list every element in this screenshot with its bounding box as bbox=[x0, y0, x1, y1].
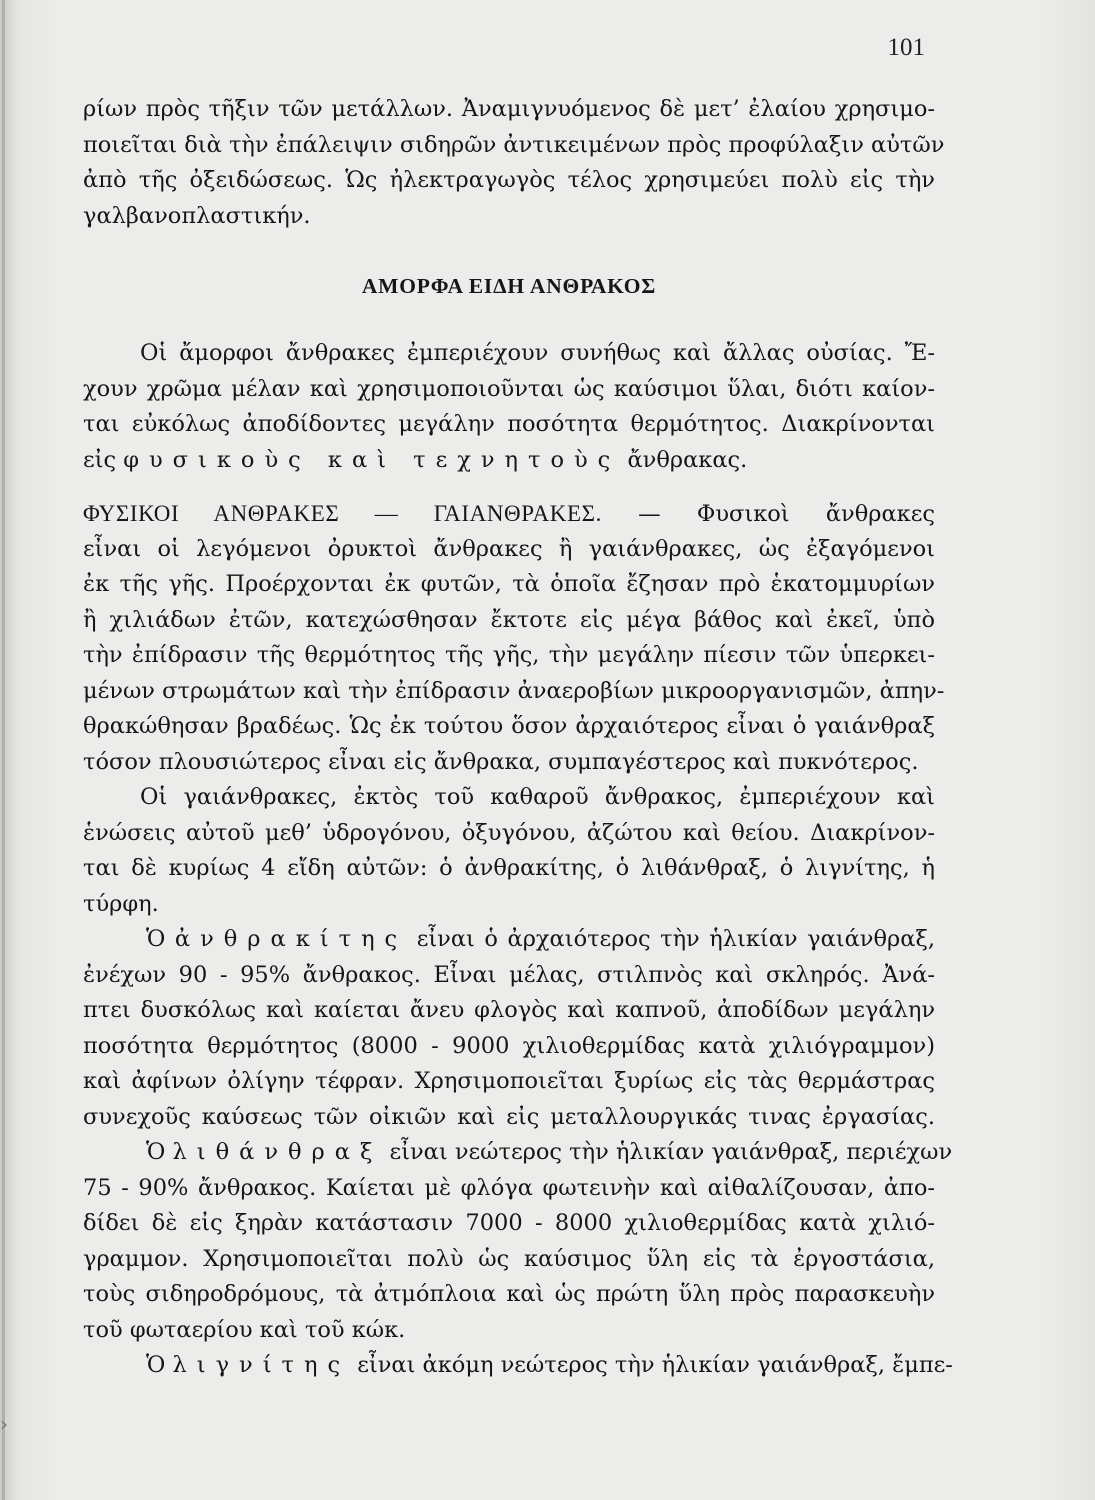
text-line: χουν χρῶμα μέλαν καὶ χρησιμοποιοῦνται ὡς καύσιμοι ὕλαι, διότι καίον- bbox=[83, 375, 935, 402]
text-line: Οἱ ἄμορφοι ἄνθρακες ἐμπεριέχουν συνήθως καὶ ἄλλας οὐσίας. Ἔ- bbox=[140, 340, 935, 366]
page-spine-shadow bbox=[2, 0, 5, 1500]
text-fragment: ἄνθρακας. bbox=[620, 446, 748, 473]
text-line bbox=[83, 496, 935, 532]
text-line: ἀπὸ τῆς ὀξειδώσεως. Ὡς ἠλεκτραγωγὸς τέλος χρησιμεύει πολὺ εἰς τὴν bbox=[83, 167, 935, 193]
subsection-title: ΦΥΣΙΚΟΙ ΑΝΘΡΑΚΕΣ — ΓΑΙΑΝΘΡΑΚΕΣ. bbox=[83, 501, 602, 526]
text-line: τύρφη. bbox=[83, 890, 159, 917]
section-heading: ΑΜΟΡΦΑ ΕΙΔΗ ΑΝΘΡΑΚΟΣ bbox=[361, 274, 657, 298]
text-line: ρίων πρὸς τῆξιν τῶν μετάλλων. Ἀναμιγνυόμενος δὲ μετ’ ἐλαίου χρησιμο- bbox=[83, 96, 935, 122]
page-number: 101 bbox=[887, 34, 925, 61]
text-fragment: εἶναι νεώτερος τὴν ἡλικίαν γαιάνθραξ, περιέχων bbox=[382, 1139, 953, 1165]
body-text bbox=[83, 92, 953, 1384]
text-line: ται εὐκόλως ἀποδίδοντες μεγάλην ποσότητα θερμότητος. Διακρίνονται bbox=[83, 411, 935, 437]
text-fragment: Ὁ bbox=[146, 1139, 173, 1165]
text-fragment: Ὁ bbox=[146, 926, 175, 952]
text-line: τὴν ἐπίδρασιν τῆς θερμότητος τῆς γῆς, τὴν μεγάλην πίεσιν τῶν ὑπερκει- bbox=[83, 642, 935, 668]
text-line: ἢ χιλιάδων ἐτῶν, κατεχώσθησαν ἔκτοτε εἰς μέγα βάθος καὶ ἐκεῖ, ὑπὸ bbox=[83, 606, 935, 633]
text-line: ται δὲ κυρίως 4 εἴδη αὐτῶν: ὁ ἀνθρακίτης, ὁ λιθάνθραξ, ὁ λιγνίτης, ἡ bbox=[83, 855, 935, 881]
text-line: ποσότητα θερμότητος (8000 - 9000 χιλιοθερμίδας κατὰ χιλιόγραμμον) bbox=[83, 1032, 935, 1059]
text-line: δίδει δὲ εἰς ξηρὰν κατάστασιν 7000 - 8000 χιλιοθερμίδας κατὰ χιλιό- bbox=[83, 1210, 935, 1236]
text-line: ποιεῖται διὰ τὴν ἐπάλειψιν σιδηρῶν ἀντικειμένων πρὸς προφύλαξιν αὐτῶν bbox=[83, 131, 945, 158]
physikoi-paragraph bbox=[83, 496, 945, 780]
section-gap bbox=[83, 478, 935, 496]
text-line bbox=[83, 443, 935, 479]
text-line: Οἱ γαιάνθρακες, ἐκτὸς τοῦ καθαροῦ ἄνθρακος, ἐμπεριέχουν καὶ bbox=[140, 784, 935, 810]
text-fragment: Ὁ bbox=[146, 1352, 173, 1378]
text-line: πτει δυσκόλως καὶ καίεται ἄνευ φλογὸς καὶ καπνοῦ, ἀποδίδων μεγάλην bbox=[83, 997, 935, 1023]
text-line bbox=[83, 922, 935, 958]
spaced-emphasis: φυσικοὺς καὶ τεχνητοὺς bbox=[123, 446, 621, 473]
lignitis-paragraph bbox=[83, 1348, 953, 1384]
text-line: μένων στρωμάτων καὶ τὴν ἐπίδρασιν ἀναεροβίων μικροοργανισμῶν, ἀπην- bbox=[83, 677, 945, 704]
text-fragment: εἶναι ἀκόμη νεώτερος τὴν ἡλικίαν γαιάνθραξ, ἔμπε- bbox=[350, 1352, 953, 1378]
text-line: γραμμον. Χρησιμοποιεῖται πολὺ ὡς καύσιμος ὕλη εἰς τὰ ἐργοστάσια, bbox=[83, 1245, 935, 1272]
text-fragment: — Φυσικοὶ ἄνθρακες bbox=[601, 501, 936, 527]
text-fragment: εἰς bbox=[83, 446, 124, 473]
text-line: 75 - 90% ἄνθρακος. Καίεται μὲ φλόγα φωτεινὴν καὶ αἰθαλίζουσαν, ἀπο- bbox=[83, 1174, 935, 1201]
anthrakitis-paragraph bbox=[83, 922, 935, 1135]
amorpha-paragraph bbox=[83, 336, 935, 478]
text-line: ἐκ τῆς γῆς. Προέρχονται ἐκ φυτῶν, τὰ ὁποῖα ἔζησαν πρὸ ἑκατομμυρίων bbox=[83, 571, 935, 597]
text-line bbox=[83, 1135, 953, 1171]
text-line: ἑνώσεις αὐτοῦ μεθ’ ὑδρογόνου, ὀξυγόνου, ἀζώτου καὶ θείου. Διακρίνον- bbox=[83, 819, 935, 846]
text-line: εἶναι οἱ λεγόμενοι ὀρυκτοὶ ἄνθρακες ἢ γαιάνθρακες, ὡς ἐξαγόμενοι bbox=[83, 535, 935, 562]
text-line: τοὺς σιδηροδρόμους, τὰ ἀτμόπλοια καὶ ὡς πρώτη ὕλη πρὸς παρασκευὴν bbox=[83, 1281, 935, 1307]
text-line: καὶ ἀφίνων ὀλίγην τέφραν. Χρησιμοποιεῖται ξυρίως εἰς τὰς θερμάστρας bbox=[83, 1068, 935, 1094]
text-line bbox=[83, 1348, 953, 1384]
gaianthrakes-paragraph bbox=[83, 780, 935, 922]
text-line: γαλβανοπλαστικήν. bbox=[83, 202, 311, 229]
text-fragment: εἶναι ὁ ἀρχαιότερος τὴν ἡλικίαν γαιάνθραξ, bbox=[407, 926, 935, 952]
spaced-term: λιγνίτης bbox=[172, 1352, 351, 1378]
text-line: συνεχοῦς καύσεως τῶν οἰκιῶν καὶ εἰς μεταλλουργικάς τινας ἐργασίας. bbox=[83, 1103, 935, 1130]
text-line: τόσον πλουσιώτερος εἶναι εἰς ἄνθρακα, συμπαγέστερος καὶ πυκνότερος. bbox=[83, 748, 919, 775]
spaced-term: ἀνθρακίτης bbox=[174, 926, 408, 952]
text-line: τοῦ φωταερίου καὶ τοῦ κώκ. bbox=[83, 1316, 406, 1343]
spaced-term: λιθάνθραξ bbox=[172, 1139, 383, 1165]
margin-mark: › bbox=[0, 1412, 8, 1436]
text-line: ἐνέχων 90 - 95% ἄνθρακος. Εἶναι μέλας, στιλπνὸς καὶ σκληρός. Ἀνά- bbox=[83, 961, 935, 988]
lithanthrax-paragraph bbox=[83, 1135, 953, 1348]
intro-paragraph bbox=[83, 92, 945, 234]
text-line: θρακώθησαν βραδέως. Ὡς ἐκ τούτου ὅσον ἀρχαιότερος εἶναι ὁ γαιάνθραξ bbox=[83, 713, 935, 739]
